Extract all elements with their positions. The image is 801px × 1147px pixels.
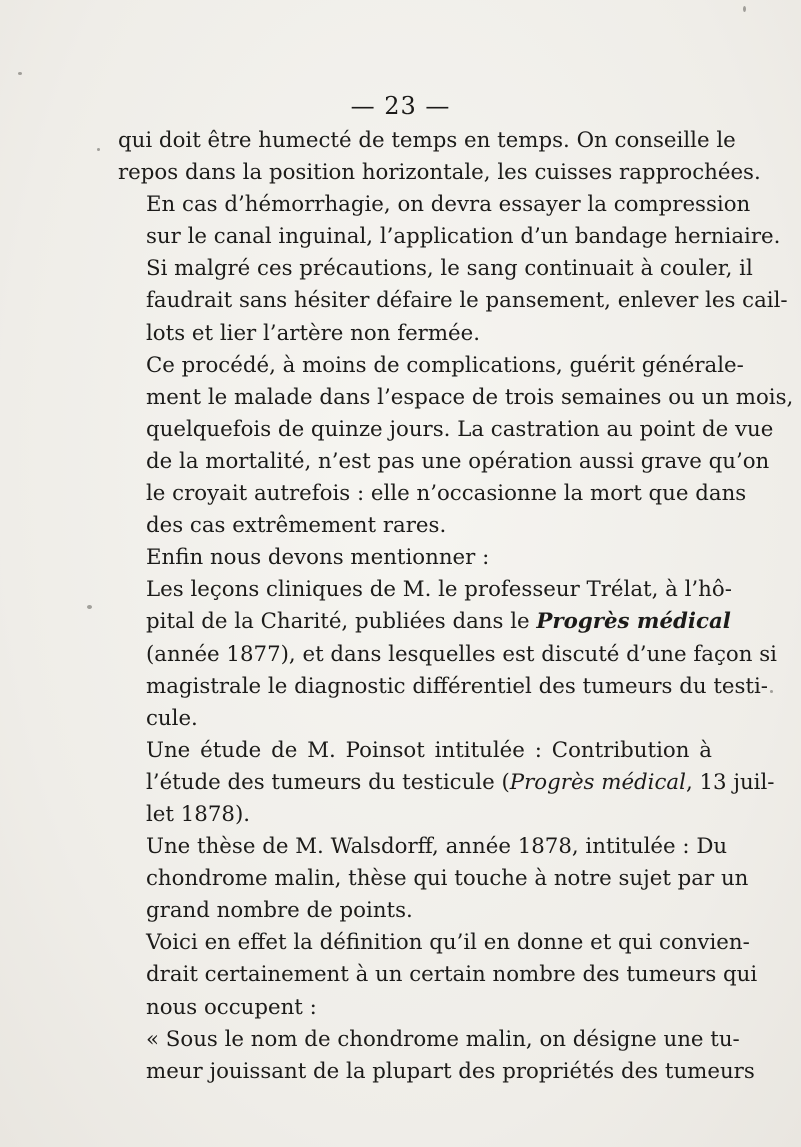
- text-line: Les leçons cliniques de M. le professeur Trélat, à l’hô-: [146, 577, 732, 603]
- text-line: Une thèse de M. Walsdorff, année 1878, intitulée : Du: [146, 834, 728, 860]
- paragraph-5: [118, 574, 777, 734]
- text-line: Enfin nous devons mentionner :: [146, 545, 490, 571]
- text-line: ment le malade dans l’espace de trois semaines ou un mois,: [146, 384, 794, 410]
- paragraph-4: [118, 542, 712, 574]
- text-line: [118, 767, 775, 799]
- text-line: En cas d’hémorrhagie, on devra essayer la compression: [146, 192, 751, 218]
- text-line: Si malgré ces précautions, le sang continuait à couler, il: [146, 256, 753, 282]
- paragraph-1: [118, 125, 761, 189]
- scan-speck: [743, 6, 746, 12]
- journal-title: Progrès médical: [509, 769, 686, 795]
- text-line: drait certainement à un certain nombre des tumeurs qui: [146, 962, 758, 988]
- text-line: magistrale le diagnostic différentiel des tumeurs du testi-: [146, 673, 768, 699]
- text-fragment: l’étude des tumeurs du testicule (: [146, 769, 510, 795]
- text-line: repos dans la position horizontale, les cuisses rapprochées.: [118, 160, 761, 186]
- journal-title: Progrès médical: [536, 609, 731, 635]
- text-fragment: pital de la Charité, publiées dans le: [146, 609, 537, 635]
- text-line: chondrome malin, thèse qui touche à notre sujet par un: [146, 866, 749, 892]
- text-fragment: , 13 juil-: [685, 769, 775, 795]
- text-line: meur jouissant de la plupart des propriétés des tumeurs: [146, 1058, 755, 1084]
- paragraph-2: [118, 189, 788, 349]
- paragraph-7: [118, 831, 749, 927]
- scan-speck: [18, 72, 22, 75]
- scan-speck: [97, 148, 100, 151]
- text-line: de la mortalité, n’est pas une opération aussi grave qu’on: [146, 448, 770, 474]
- paragraph-9: [118, 1024, 755, 1088]
- text-line: nous occupent :: [146, 994, 317, 1020]
- paragraph-8: [118, 927, 758, 1023]
- text-line: cule.: [146, 705, 198, 731]
- text-line: des cas extrêmement rares.: [146, 513, 447, 539]
- text-line: qui doit être humecté de temps en temps. On conseille le: [118, 128, 736, 153]
- body-text: [118, 125, 794, 1088]
- text-line: [118, 606, 731, 638]
- text-line: Une étude de M. Poinsot intitulée : Contribution à: [146, 737, 712, 763]
- text-line: « Sous le nom de chondrome malin, on désigne une tu-: [146, 1026, 740, 1052]
- text-line: sur le canal inguinal, l’application d’un bandage herniaire.: [146, 224, 781, 250]
- scan-speck: [770, 690, 773, 693]
- page-number: — 23 —: [350, 92, 451, 120]
- text-line: lots et lier l’artère non fermée.: [146, 320, 481, 346]
- text-line: grand nombre de points.: [146, 898, 413, 924]
- paragraph-3: [118, 350, 794, 543]
- text-line: Voici en effet la définition qu’il en donne et qui convien-: [146, 930, 750, 956]
- text-line: faudrait sans hésiter défaire le pansement, enlever les cail-: [146, 288, 788, 314]
- text-line: quelquefois de quinze jours. La castration au point de vue: [146, 416, 774, 442]
- text-line: (année 1877), et dans lesquelles est discuté d’une façon si: [146, 641, 777, 667]
- text-line: Ce procédé, à moins de complications, guérit générale-: [146, 352, 744, 378]
- text-line: let 1878).: [146, 801, 251, 827]
- text-line: le croyait autrefois : elle n’occasionne la mort que dans: [146, 481, 747, 507]
- scan-speck: [87, 605, 92, 609]
- paragraph-6: [118, 735, 775, 831]
